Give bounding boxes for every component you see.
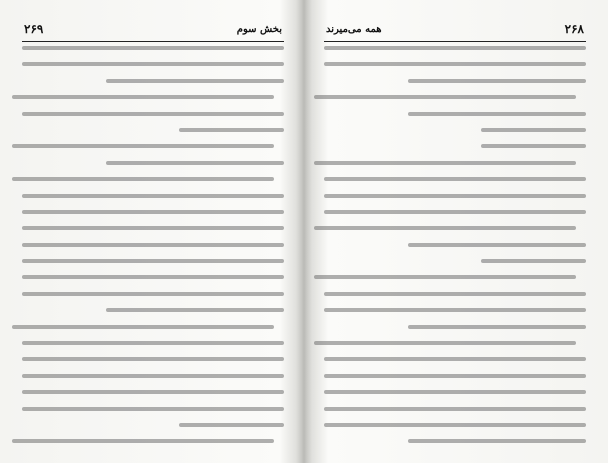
right-page-number: ۲۶۸ [564, 22, 584, 36]
right-page-body-placeholder [324, 46, 586, 456]
right-page-header [324, 20, 586, 42]
right-page-title: همه می‌میرند [326, 23, 382, 35]
gutter-shadow [296, 0, 312, 463]
left-page-body-placeholder [22, 46, 284, 456]
left-page-number: ۲۶۹ [24, 22, 44, 36]
left-page-title: بخش سوم [236, 23, 282, 35]
left-page-header [22, 20, 284, 42]
left-page [22, 0, 284, 463]
right-page [324, 0, 586, 463]
